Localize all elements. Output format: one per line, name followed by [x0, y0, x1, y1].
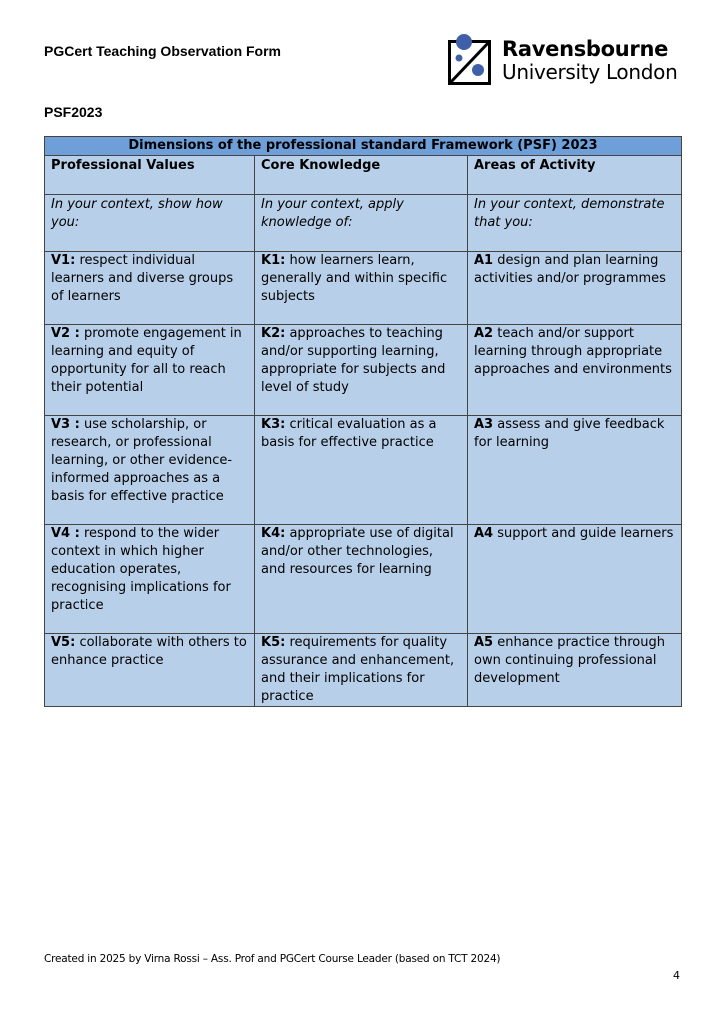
knowledge-text: critical evaluation as a basis for effective practice	[261, 417, 437, 450]
activity-cell	[468, 252, 682, 325]
table-row	[45, 525, 682, 634]
column-header-areas-of-activity: Areas of Activity	[468, 156, 682, 195]
activity-code: A1	[474, 253, 494, 268]
knowledge-code: K4:	[261, 526, 286, 541]
knowledge-cell	[255, 525, 468, 634]
activity-cell	[468, 416, 682, 525]
value-code: V2 :	[51, 326, 80, 341]
table-row	[45, 252, 682, 325]
document-title: PGCert Teaching Observation Form	[44, 43, 282, 59]
psf-dimensions-table	[44, 136, 682, 707]
knowledge-text: requirements for quality assurance and enhancement, and their implications for practice	[261, 635, 455, 704]
value-code: V1:	[51, 253, 76, 268]
knowledge-cell	[255, 252, 468, 325]
value-text: promote engagement in learning and equity of opportunity for all to reach their potential	[51, 326, 242, 395]
activity-cell	[468, 634, 682, 707]
activity-cell	[468, 525, 682, 634]
value-code: V3 :	[51, 417, 80, 432]
activity-cell	[468, 325, 682, 416]
activity-text: assess and give feedback for learning	[474, 417, 665, 450]
value-cell	[45, 325, 255, 416]
logo-wordmark-line1: Ravensbourne	[502, 37, 669, 61]
activity-code: A5	[474, 635, 494, 650]
column-header-professional-values: Professional Values	[45, 156, 255, 195]
value-code: V5:	[51, 635, 76, 650]
context-activity: In your context, demonstrate that you:	[468, 195, 682, 252]
activity-text: teach and/or support learning through appropriate approaches and environments	[474, 326, 672, 377]
university-logo	[448, 33, 678, 87]
knowledge-code: K1:	[261, 253, 286, 268]
value-text: respond to the wider context in which higher education operates, recognising implications for practice	[51, 526, 231, 613]
table-title: Dimensions of the professional standard Framework (PSF) 2023	[45, 137, 682, 156]
activity-text: design and plan learning activities and/or programmes	[474, 253, 666, 286]
knowledge-text: approaches to teaching and/or supporting learning, appropriate for subjects and level of study	[261, 326, 446, 395]
knowledge-code: K5:	[261, 635, 286, 650]
activity-code: A2	[474, 326, 494, 341]
value-cell	[45, 252, 255, 325]
value-cell	[45, 416, 255, 525]
knowledge-cell	[255, 634, 468, 707]
knowledge-text: appropriate use of digital and/or other technologies, and resources for learning	[261, 526, 454, 577]
value-text: respect individual learners and diverse groups of learners	[51, 253, 234, 304]
table-header-row	[45, 156, 682, 195]
knowledge-code: K3:	[261, 417, 286, 432]
value-code: V4 :	[51, 526, 80, 541]
table-title-row	[45, 137, 682, 156]
value-cell	[45, 634, 255, 707]
table-row	[45, 634, 682, 707]
knowledge-code: K2:	[261, 326, 286, 341]
activity-code: A4	[474, 526, 494, 541]
knowledge-cell	[255, 325, 468, 416]
value-text: collaborate with others to enhance practice	[51, 635, 247, 668]
table-row	[45, 325, 682, 416]
context-values: In your context, show how you:	[45, 195, 255, 252]
footer-credit: Created in 2025 by Virna Rossi – Ass. Prof and PGCert Course Leader (based on TCT 2024)	[44, 953, 501, 965]
activity-code: A3	[474, 417, 494, 432]
page-number: 4	[673, 969, 680, 982]
section-label: PSF2023	[44, 104, 103, 120]
table-row	[45, 416, 682, 525]
activity-text: support and guide learners	[493, 526, 674, 541]
knowledge-cell	[255, 416, 468, 525]
activity-text: enhance practice through own continuing professional development	[474, 635, 665, 686]
context-knowledge: In your context, apply knowledge of:	[255, 195, 468, 252]
value-text: use scholarship, or research, or professional learning, or other evidence-informed approaches as a basis for effective practice	[51, 417, 233, 504]
knowledge-text: how learners learn, generally and within specific subjects	[261, 253, 448, 304]
logo-wordmark-line2: University London	[502, 60, 678, 84]
column-header-core-knowledge: Core Knowledge	[255, 156, 468, 195]
value-cell	[45, 525, 255, 634]
logo-mark-icon	[448, 33, 494, 87]
context-row	[45, 195, 682, 252]
